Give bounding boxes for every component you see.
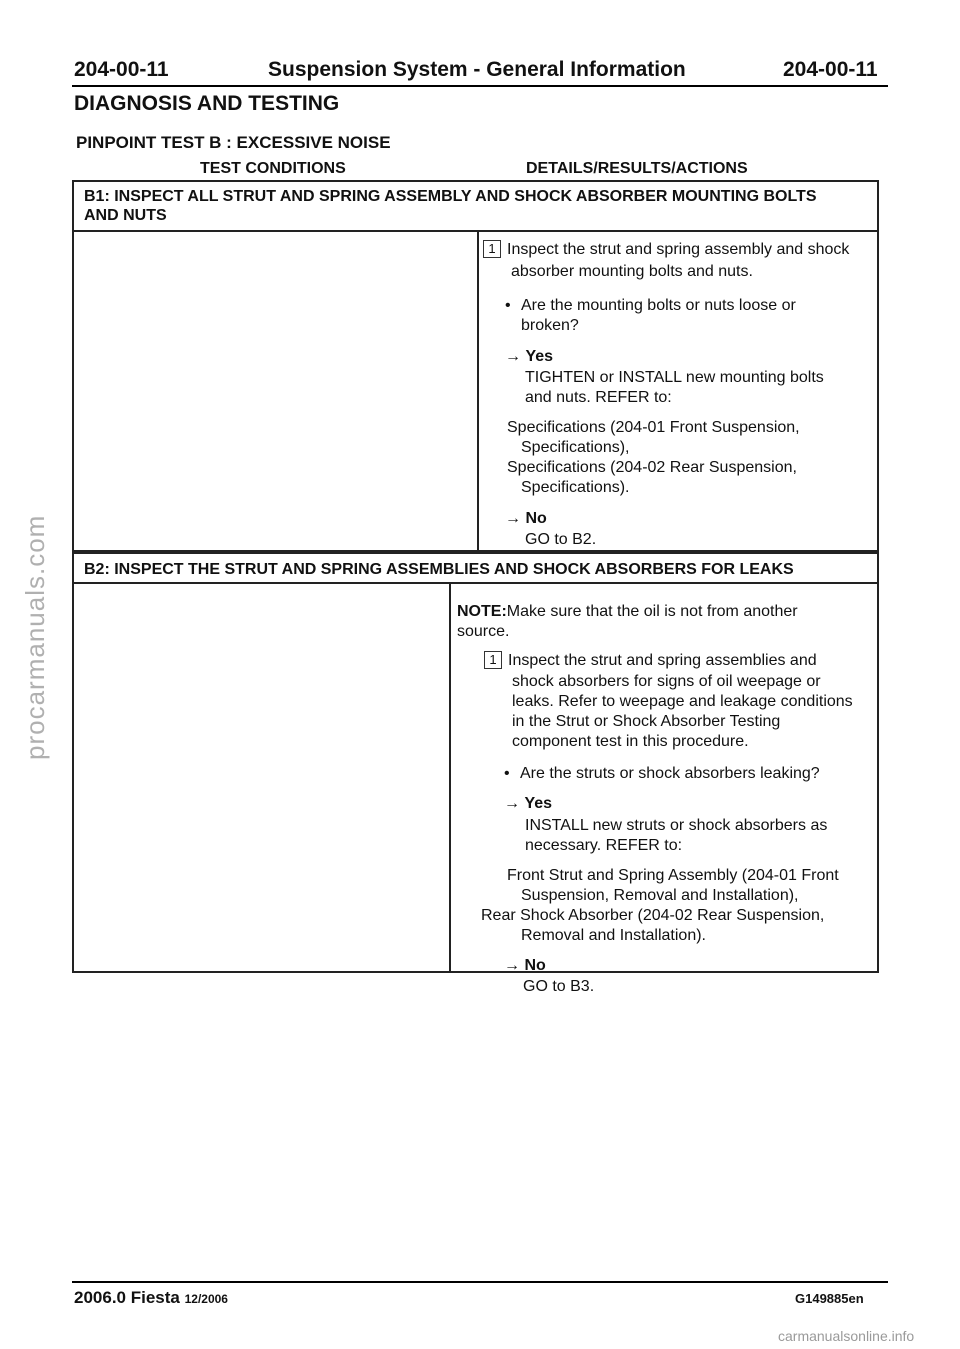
header-left-code: 204-00-11 (74, 58, 169, 81)
bullet-icon: • (505, 297, 511, 314)
step-number-badge: 1 (484, 651, 502, 669)
step-b1-yes-action-line1: TIGHTEN or INSTALL new mounting bolts (525, 369, 824, 386)
reference-link-cont[interactable]: Specifications). (521, 479, 630, 496)
step-b2-yes-action-line1: INSTALL new struts or shock absorbers as (525, 817, 828, 834)
reference-link[interactable]: Specifications (204-01 Front Suspension, (507, 419, 800, 436)
arrow-right-icon: → (505, 510, 521, 527)
footer-date: 12/2006 (184, 1292, 228, 1306)
step-b1-question-line2: broken? (521, 317, 579, 334)
footer-rule (72, 1281, 888, 1283)
step-b1-no-action: GO to B2. (525, 531, 597, 548)
reference-link[interactable]: Front Strut and Spring Assembly (204-01 Front (507, 867, 839, 884)
reference-link[interactable]: Specifications (204-02 Rear Suspension, (507, 459, 797, 476)
step-b2-instruction-cont: in the Strut or Shock Absorber Testing (512, 713, 781, 730)
step-b2-question: Are the struts or shock absorbers leaking? (520, 765, 820, 782)
section-title: DIAGNOSIS AND TESTING (74, 92, 340, 115)
step-b1-instruction-cont: absorber mounting bolts and nuts. (511, 263, 753, 280)
header-right-code: 204-00-11 (783, 58, 878, 81)
reference-link-cont[interactable]: Specifications), (521, 439, 630, 456)
step-b2-no: → No (504, 957, 546, 974)
step-b2-test-conditions-cell (72, 582, 451, 973)
step-b1-no: → No (505, 510, 547, 527)
step-b1-instruction: 1 Inspect the strut and spring assembly and shock (483, 240, 849, 260)
step-b1-title-line2: AND NUTS (84, 207, 167, 224)
step-b2-no-action: GO to B3. (523, 978, 595, 995)
footer-model: 2006.0 Fiesta 12/2006 (74, 1288, 228, 1307)
step-b2-instruction-cont: component test in this procedure. (512, 733, 749, 750)
footer-code: G149885en (795, 1291, 864, 1306)
step-number-badge: 1 (483, 240, 501, 258)
arrow-right-icon: → (504, 957, 520, 974)
column-header-test-conditions: TEST CONDITIONS (200, 160, 346, 177)
reference-link-cont[interactable]: Removal and Installation). (521, 927, 706, 944)
step-b2-instruction: 1 Inspect the strut and spring assemblies and (484, 651, 817, 671)
step-b2-instruction-cont: shock absorbers for signs of oil weepage or (512, 673, 821, 690)
step-b2-title-cell (72, 552, 879, 584)
step-b2-note-cont: source. (457, 623, 510, 640)
arrow-right-icon: → (505, 348, 521, 365)
step-b2-yes: → Yes (504, 795, 553, 812)
step-b1-yes: → Yes (505, 348, 554, 365)
step-b2-details-cell (449, 582, 879, 973)
header-title: Suspension System - General Information (268, 58, 686, 81)
step-b1-title-cell (72, 180, 879, 232)
column-header-details: DETAILS/RESULTS/ACTIONS (526, 160, 748, 177)
arrow-right-icon: → (504, 795, 520, 812)
step-b2-title: B2: INSPECT THE STRUT AND SPRING ASSEMBLIES AND SHOCK ABSORBERS FOR LEAKS (84, 561, 794, 578)
reference-link-cont[interactable]: Suspension, Removal and Installation), (521, 887, 799, 904)
reference-link[interactable]: Rear Shock Absorber (204-02 Rear Suspension, (481, 907, 825, 924)
header-rule (72, 85, 888, 87)
side-watermark: procarmanuals.com (20, 514, 50, 760)
step-b2-instruction-cont: leaks. Refer to weepage and leakage conditions (512, 693, 853, 710)
bottom-watermark: carmanualsonline.info (778, 1328, 915, 1344)
step-b1-title-line1: B1: INSPECT ALL STRUT AND SPRING ASSEMBLY AND SHOCK ABSORBER MOUNTING BOLTS (84, 188, 817, 205)
pinpoint-test-title: PINPOINT TEST B : EXCESSIVE NOISE (76, 133, 391, 152)
step-b1-test-conditions-cell (72, 230, 479, 552)
step-b1-details-cell (477, 230, 879, 552)
bullet-icon: • (504, 765, 510, 782)
step-b2-note: NOTE:Make sure that the oil is not from another (457, 603, 798, 620)
step-b2-yes-action-line2: necessary. REFER to: (525, 837, 683, 854)
step-b1-yes-action-line2: and nuts. REFER to: (525, 389, 672, 406)
step-b1-question-line1: Are the mounting bolts or nuts loose or (521, 297, 796, 314)
